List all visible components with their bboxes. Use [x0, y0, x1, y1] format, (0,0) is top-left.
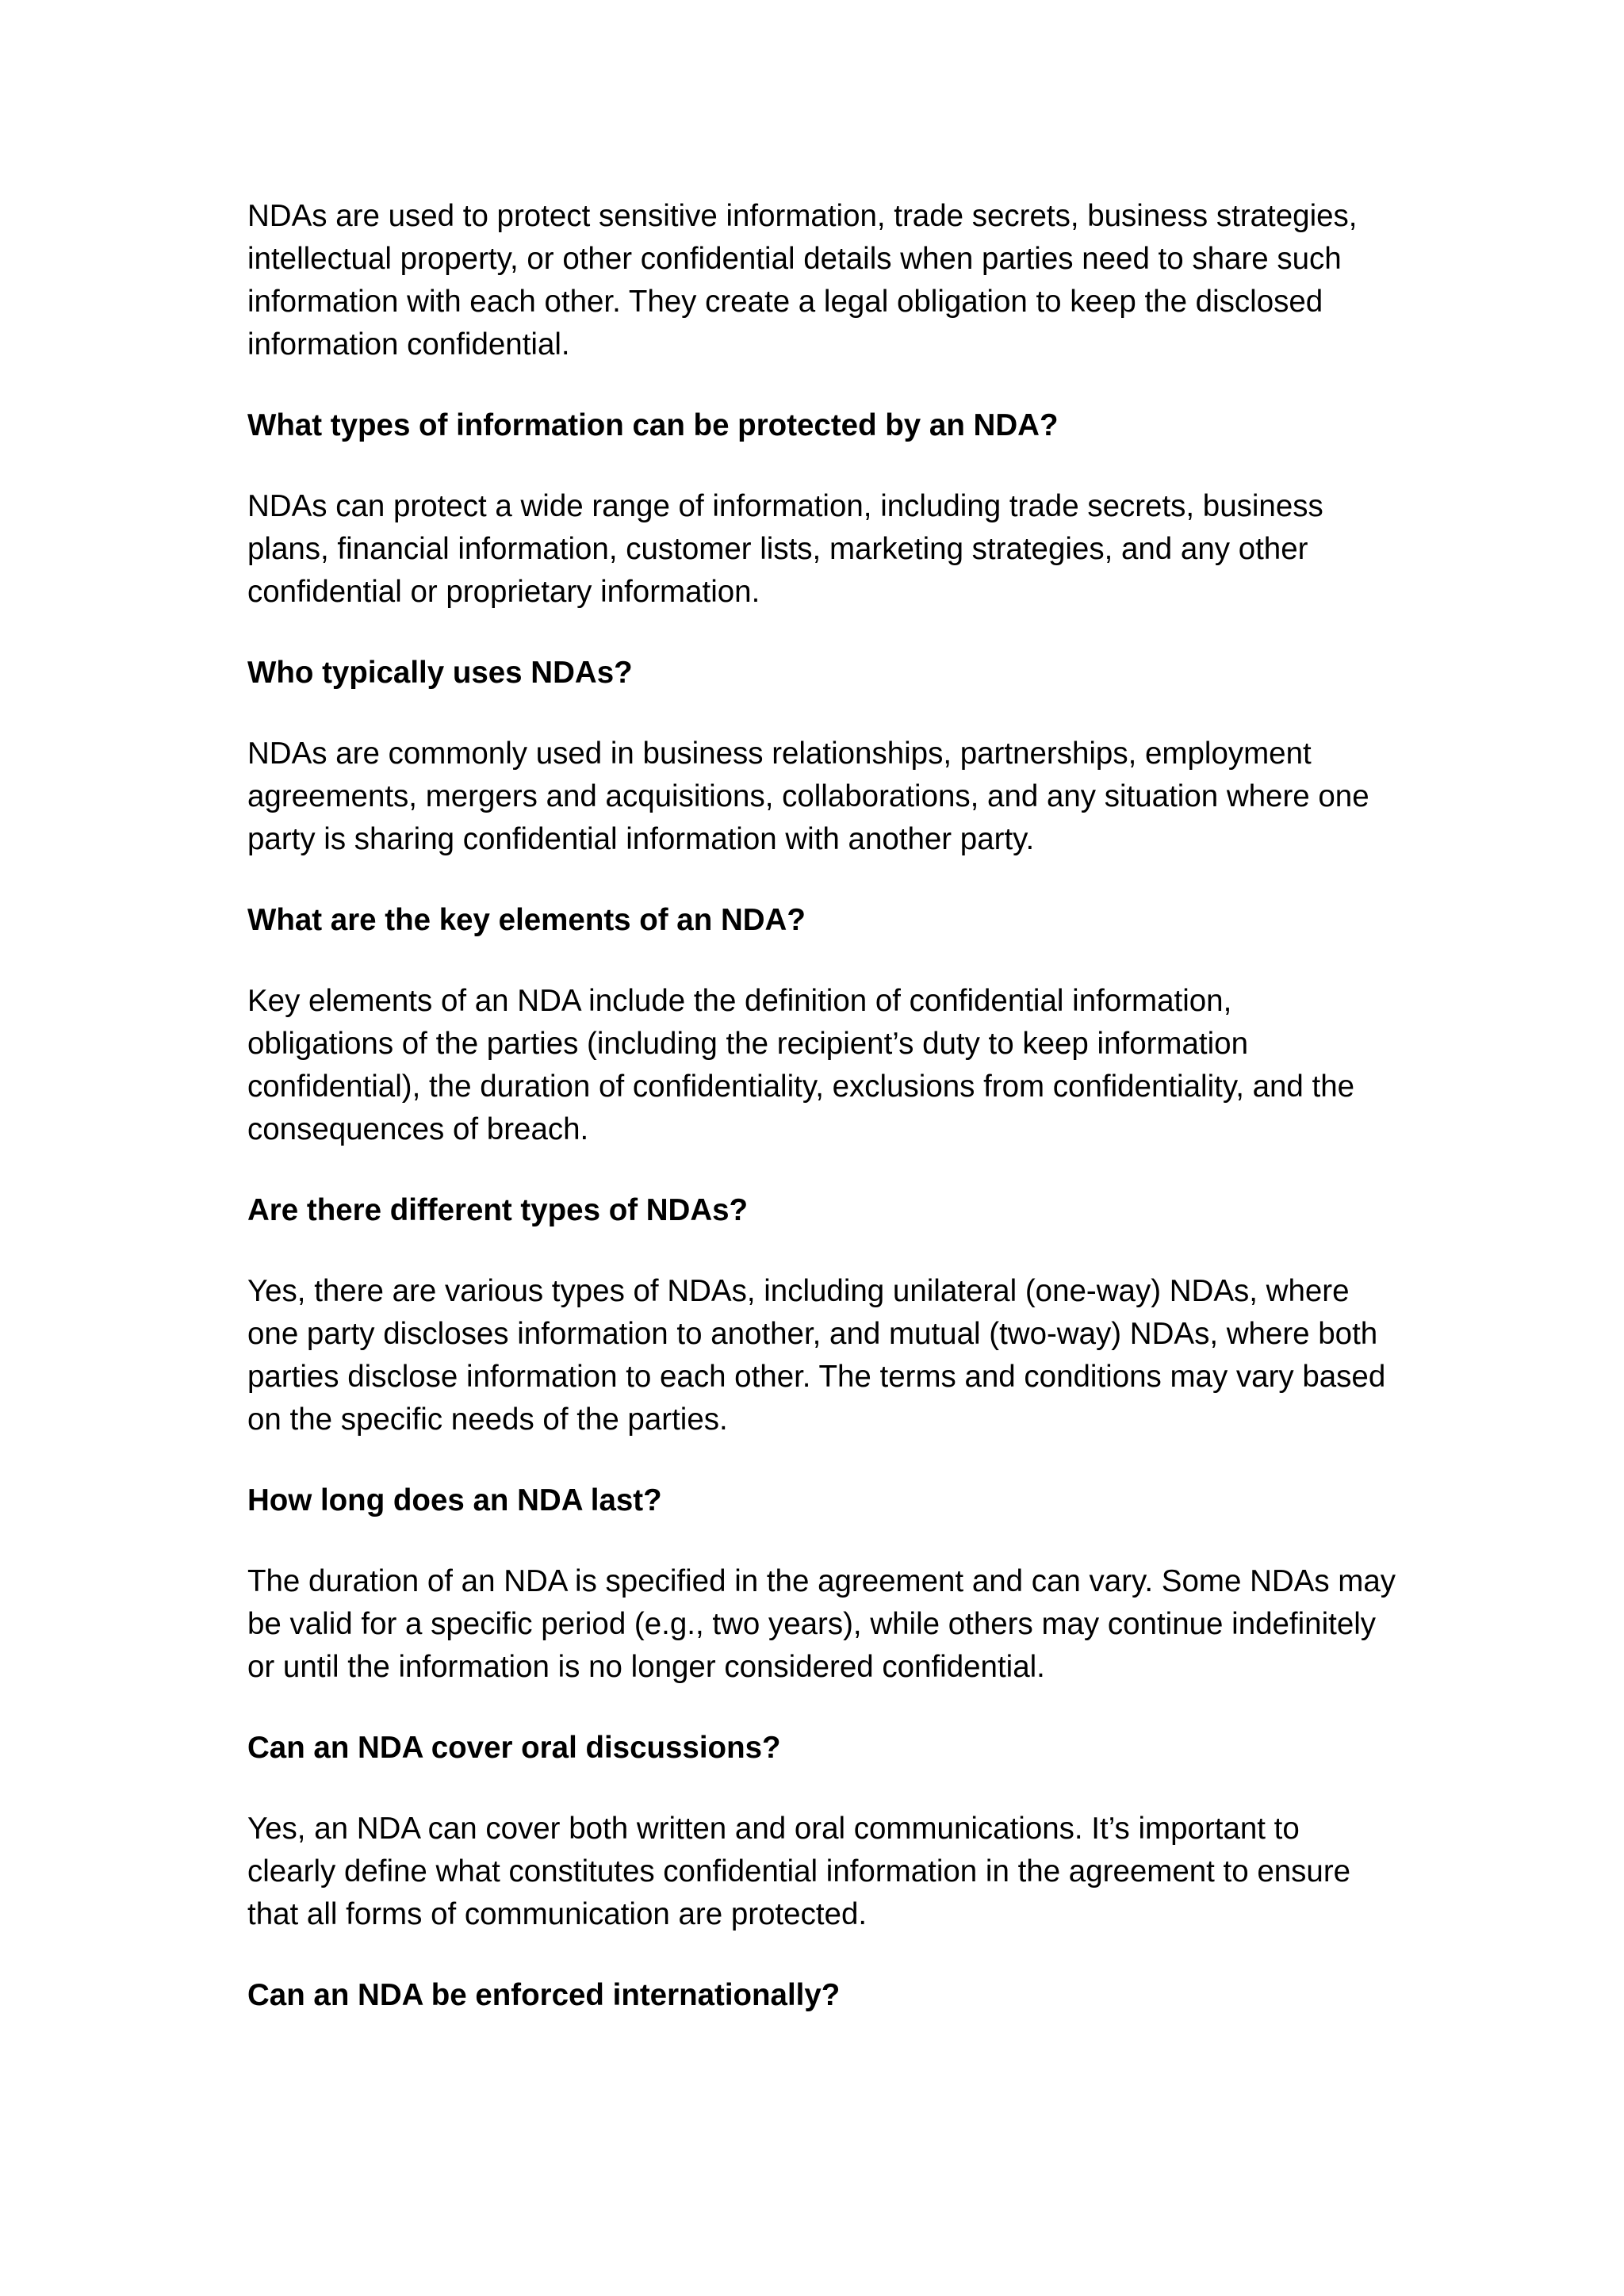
spacer [247, 614, 1397, 652]
spacer [247, 1522, 1397, 1560]
spacer [247, 1441, 1397, 1479]
paragraph-line: agreements, mergers and acquisitions, collaborations, and any situation where one [247, 779, 1369, 813]
paragraph-line: or until the information is no longer considered confidential. [247, 1650, 1045, 1684]
paragraph-line: clearly define what constitutes confidential information in the agreement to ensure [247, 1854, 1351, 1888]
paragraph-line: that all forms of communication are protected. [247, 1897, 868, 1931]
section-answer [247, 733, 1397, 861]
paragraph-line: information confidential. [247, 327, 570, 362]
paragraph-line: information with each other. They create a legal obligation to keep the disclosed [247, 285, 1323, 319]
section-answer [247, 980, 1397, 1151]
paragraph-line: be valid for a specific period (e.g., two years), while others may continue indefinitely [247, 1607, 1377, 1641]
spacer [247, 1689, 1397, 1727]
section-heading: What types of information can be protected by an NDA? [247, 408, 1059, 442]
section-heading: Who typically uses NDAs? [247, 656, 633, 690]
paragraph-line: NDAs can protect a wide range of information, including trade secrets, business [247, 489, 1323, 523]
section-heading: Are there different types of NDAs? [247, 1193, 749, 1227]
section-answer [247, 1560, 1397, 1689]
paragraph-line: Yes, an NDA can cover both written and oral communications. It’s important to [247, 1812, 1300, 1846]
paragraph-line: on the specific needs of the parties. [247, 1402, 728, 1437]
section-answer [247, 1808, 1397, 1936]
paragraph-line: confidential), the duration of confidentiality, exclusions from confidentiality, and the [247, 1070, 1355, 1104]
spacer [247, 695, 1397, 733]
section-answer [247, 1270, 1397, 1441]
spacer [247, 861, 1397, 899]
paragraph-line: NDAs are used to protect sensitive information, trade secrets, business strategies, [247, 199, 1358, 233]
spacer [247, 942, 1397, 980]
intro-paragraph [247, 195, 1397, 366]
spacer [247, 1936, 1397, 1974]
section-heading: Can an NDA cover oral discussions? [247, 1731, 781, 1765]
section-heading: What are the key elements of an NDA? [247, 903, 806, 937]
paragraph-line: Key elements of an NDA include the definition of confidential information, [247, 984, 1232, 1018]
section-heading: How long does an NDA last? [247, 1483, 662, 1517]
paragraph-line: intellectual property, or other confidential details when parties need to share such [247, 242, 1342, 276]
section-answer [247, 485, 1397, 614]
paragraph-line: one party discloses information to another, and mutual (two-way) NDAs, where both [247, 1317, 1378, 1351]
paragraph-line: party is sharing confidential information with another party. [247, 822, 1035, 856]
spacer [247, 366, 1397, 404]
paragraph-line: The duration of an NDA is specified in the agreement and can vary. Some NDAs may [247, 1564, 1396, 1598]
paragraph-line: obligations of the parties (including the recipient’s duty to keep information [247, 1027, 1248, 1061]
paragraph-line: parties disclose information to each other. The terms and conditions may vary based [247, 1360, 1386, 1394]
paragraph-line: confidential or proprietary information. [247, 575, 760, 609]
section-heading: Can an NDA be enforced internationally? [247, 1978, 841, 2012]
document-body [247, 195, 1397, 2017]
paragraph-line: Yes, there are various types of NDAs, including unilateral (one-way) NDAs, where [247, 1274, 1350, 1308]
spacer [247, 447, 1397, 485]
spacer [247, 1770, 1397, 1808]
spacer [247, 1151, 1397, 1189]
paragraph-line: NDAs are commonly used in business relationships, partnerships, employment [247, 737, 1312, 771]
paragraph-line: consequences of breach. [247, 1112, 589, 1146]
spacer [247, 1232, 1397, 1270]
paragraph-line: plans, financial information, customer lists, marketing strategies, and any other [247, 532, 1308, 566]
